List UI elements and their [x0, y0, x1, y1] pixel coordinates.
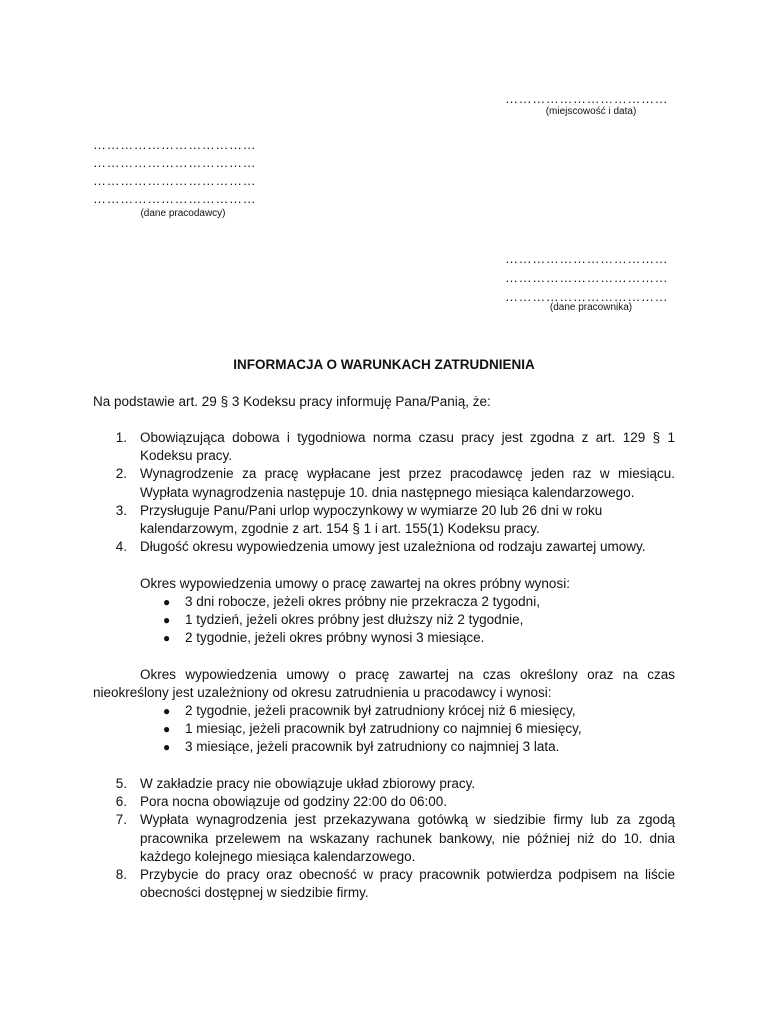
- trial-period-intro: Okres wypowiedzenia umowy o pracę zawartej na okres próbny wynosi:: [140, 576, 570, 591]
- bullet-item: [163, 611, 683, 629]
- list-item: [101, 502, 675, 538]
- bullet-item: [163, 629, 683, 647]
- employee-line: ………………………………: [505, 251, 669, 266]
- list-item: [101, 866, 675, 902]
- list-item-number: 2.: [115, 466, 127, 482]
- bullet-item: [163, 702, 683, 720]
- list-item-number: 5.: [115, 776, 127, 791]
- employee-line: ………………………………: [505, 289, 669, 304]
- list-item-text: Wynagrodzenie za pracę wypłacane jest przez pracodawcę jeden raz w miesiącu. Wypłata wynagrodzenia następuje 10. dnia następnego miesiąca kalendarzowego.: [140, 466, 675, 500]
- list-item-text: Obowiązująca dobowa i tygodniowa norma czasu pracy jest zgodna z art. 129 § 1 Kodeksu pracy.: [140, 430, 675, 464]
- bullet-icon: ●: [163, 704, 171, 718]
- bullet-icon: ●: [163, 740, 171, 755]
- list-item-text-line: kalendarzowym, zgodnie z art. 154 § 1 i art. 155(1) Kodeksu pracy.: [140, 521, 540, 537]
- fixed-term-intro-line: Okres wypowiedzenia umowy o pracę zawartej na czas określony oraz na czas: [140, 667, 675, 682]
- bullet-icon: ●: [163, 722, 171, 737]
- list-item-number: 6.: [115, 794, 127, 810]
- list-item-text: W zakładzie pracy nie obowiązuje układ zbiorowy pracy.: [140, 776, 476, 791]
- bullet-icon: ●: [163, 595, 171, 609]
- employee-block: [505, 251, 668, 305]
- list-item: [101, 465, 675, 501]
- list-item: [101, 793, 675, 811]
- employer-caption: (dane pracodawcy): [140, 208, 226, 219]
- bullet-text: 3 miesiące, jeżeli pracownik był zatrudniony co najmniej 3 lata.: [185, 739, 560, 755]
- list-item: [101, 538, 675, 556]
- employer-line: ………………………………: [93, 191, 257, 206]
- list-item-text-line: Przysługuje Panu/Pani urlop wypoczynkowy w wymiarze 20 lub 26 dni w roku: [140, 502, 603, 518]
- list-item-text: Pora nocna obowiązuje od godziny 22:00 do 06:00.: [140, 794, 447, 810]
- place-date-line: ………………………………: [505, 91, 669, 106]
- bullet-text: 3 dni robocze, jeżeli okres próbny nie przekracza 2 tygodni,: [185, 594, 540, 609]
- fixed-term-intro-line: nieokreślony jest uzależniony od okresu zatrudnienia u pracodawcy i wynosi:: [93, 685, 552, 701]
- bullet-item: [163, 720, 683, 738]
- list-item: [101, 775, 675, 793]
- employer-line: ………………………………: [93, 155, 257, 170]
- bullet-item: [163, 593, 683, 611]
- list-item: [101, 429, 675, 465]
- bullet-text: 1 miesiąc, jeżeli pracownik był zatrudniony co najmniej 6 miesięcy,: [185, 721, 582, 737]
- list-item-text: Długość okresu wypowiedzenia umowy jest uzależniona od rodzaju zawartej umowy.: [140, 539, 646, 555]
- list-items-5-8: [101, 775, 675, 902]
- bullet-text: 1 tydzień, jeżeli okres próbny jest dłuższy niż 2 tygodnie,: [185, 612, 524, 628]
- fixed-term-bullets: [163, 702, 683, 757]
- trial-period-bullets: [163, 593, 683, 648]
- list-item-number: 7.: [115, 812, 127, 828]
- employer-line: ………………………………: [93, 137, 257, 152]
- bullet-text: 2 tygodnie, jeżeli okres próbny wynosi 3 miesiące.: [185, 630, 485, 646]
- employer-block: [93, 137, 256, 207]
- list-item-number: 3.: [115, 502, 127, 518]
- fixed-term-intro: [93, 666, 675, 702]
- employee-caption: (dane pracownika): [549, 302, 633, 313]
- list-items-1-4: [101, 429, 675, 556]
- list-item-text: Przybycie do pracy oraz obecność w pracy pracownik potwierdza podpisem na liście obecności dostępnej w siedzibie firmy.: [140, 867, 675, 901]
- document-title: INFORMACJA O WARUNKACH ZATRUDNIENIA: [233, 357, 535, 372]
- list-item-number: 8.: [115, 867, 127, 883]
- list-item-number: 1.: [115, 430, 127, 445]
- intro-paragraph: Na podstawie art. 29 § 3 Kodeksu pracy informuję Pana/Panią, że:: [93, 394, 491, 409]
- bullet-icon: ●: [163, 613, 171, 628]
- employee-line: ………………………………: [505, 270, 669, 285]
- bullet-text: 2 tygodnie, jeżeli pracownik był zatrudniony krócej niż 6 miesięcy,: [185, 703, 576, 718]
- bullet-icon: ●: [163, 631, 171, 646]
- employer-line: ………………………………: [93, 173, 257, 188]
- list-item: [101, 811, 675, 866]
- place-date-caption: (miejscowość i data): [545, 106, 637, 117]
- list-item-text: Wypłata wynagrodzenia jest przekazywana gotówką w siedzibie firmy lub za zgodą pracownika przelewem na wskazany rachunek bankowy, nie później niż do 10. dnia każdego kolejnego miesiąca kalendarzowego.: [140, 812, 675, 864]
- list-item-number: 4.: [115, 539, 127, 555]
- bullet-item: [163, 738, 683, 756]
